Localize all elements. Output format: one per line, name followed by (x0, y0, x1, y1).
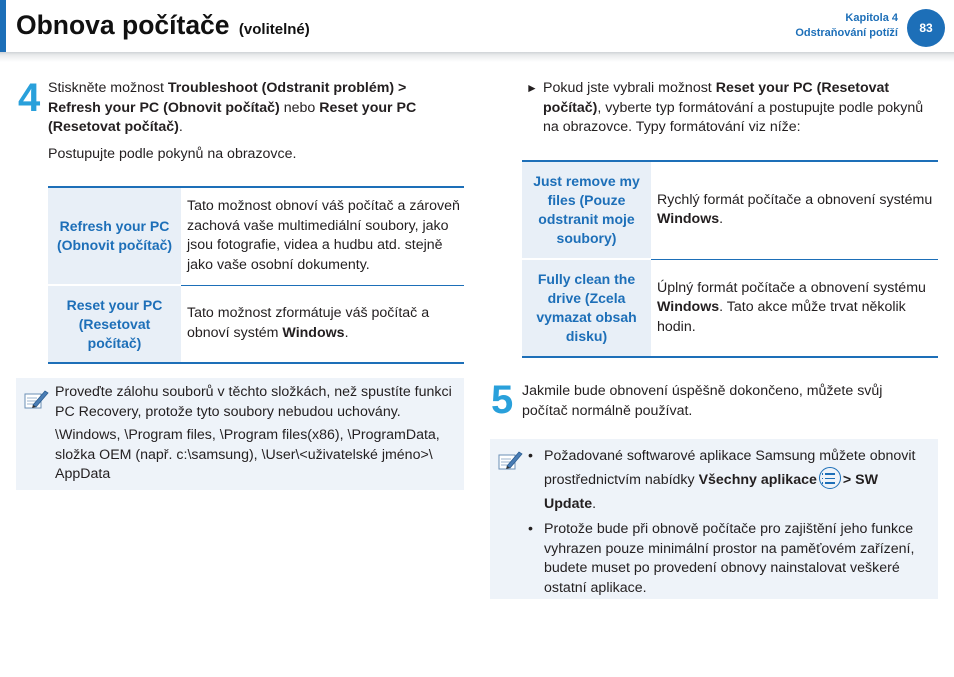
option-desc-refresh: Tato možnost obnoví váš počítač a zároveň zachová vaše multimediální soubory, jako jsou fotografie, videa a hudbu atd. stejně jako vaše osobní dokumenty. (181, 187, 464, 285)
chapter-label: Kapitola 4 (845, 12, 898, 24)
apps-note-box (490, 439, 938, 599)
backup-note-text: Proveďte zálohu souborů v těchto složkách, než spustíte funkci PC Recovery, protože tyto soubory nebudou uchovány. (55, 384, 452, 420)
step-5-text: Jakmile bude obnovení úspěšně dokončeno, můžete svůj počítač normálně používat. (522, 383, 883, 419)
format-types-table (522, 160, 938, 358)
table-row (522, 161, 938, 259)
table-row (48, 187, 464, 285)
header-accent-bar (0, 0, 6, 52)
option-label-reset: Reset your PC (Resetovat počítač) (48, 285, 181, 363)
backup-folder-list: \Windows, \Program files, \Program files(x86), \ProgramData, složka OEM (např. c:\samsung), \User\<uživatelské jméno>\ AppData (55, 427, 440, 482)
step-number-5: 5 (491, 378, 514, 422)
page-number-badge: 83 (907, 9, 945, 47)
page-subtitle: (volitelné) (238, 21, 310, 38)
page-title: Obnova počítače (volitelné) (16, 10, 310, 40)
step-number-4: 4 (18, 76, 41, 120)
chapter-info (795, 11, 898, 41)
arrow-bullet-icon: ► (526, 81, 538, 95)
note-pencil-icon (23, 388, 49, 412)
option-label-clean-drive: Fully clean the drive (Zcela vymazat obsah disku) (522, 259, 651, 357)
option-label-refresh: Refresh your PC (Obnovit počítač) (48, 187, 181, 285)
step-4-intro: Stiskněte možnost Troubleshoot (Odstranit problém) > Refresh your PC (Obnovit počítač) nebo Reset your PC (Resetovat počítač). (48, 80, 417, 135)
option-desc-clean-drive: Úplný formát počítače a obnovení systému Windows. Tato akce může trvat několik hodin. (651, 259, 938, 357)
refresh-options-table (48, 186, 464, 364)
step-4-instruction: Postupujte podle pokynů na obrazovce. (48, 146, 297, 162)
menu-list-icon (819, 467, 841, 489)
option-desc-reset: Tato možnost zformátuje váš počítač a obnoví systém Windows. (181, 285, 464, 363)
chapter-title: Odstraňování potíží (795, 27, 898, 39)
list-item: • Protože bude při obnově počítače pro zajištění jeho funkce vyhrazen pouze minimální prostor na paměťovém zařízení, budete muset po provedení obnovy nainstalovat veškeré ostatní aplikace. (528, 520, 932, 598)
reset-intro-text: Pokud jste vybrali možnost Reset your PC (Resetovat počítač), vyberte typ formátování a postupujte podle pokynů na obrazovce. Typy formátování viz níže: (543, 80, 924, 135)
backup-note-box (16, 378, 464, 490)
option-label-remove-files: Just remove my files (Pouze odstranit moje soubory) (522, 161, 651, 259)
note-pencil-icon (497, 449, 523, 473)
list-item: • Požadované softwarové aplikace Samsung můžete obnovit prostřednictvím nabídky Všechny aplikace > SW Update. (528, 444, 932, 516)
option-desc-remove-files: Rychlý formát počítače a obnovení systému Windows. (651, 161, 938, 259)
table-row (48, 285, 464, 363)
apps-note-list (528, 444, 932, 598)
table-row (522, 259, 938, 357)
header-divider (0, 52, 954, 62)
